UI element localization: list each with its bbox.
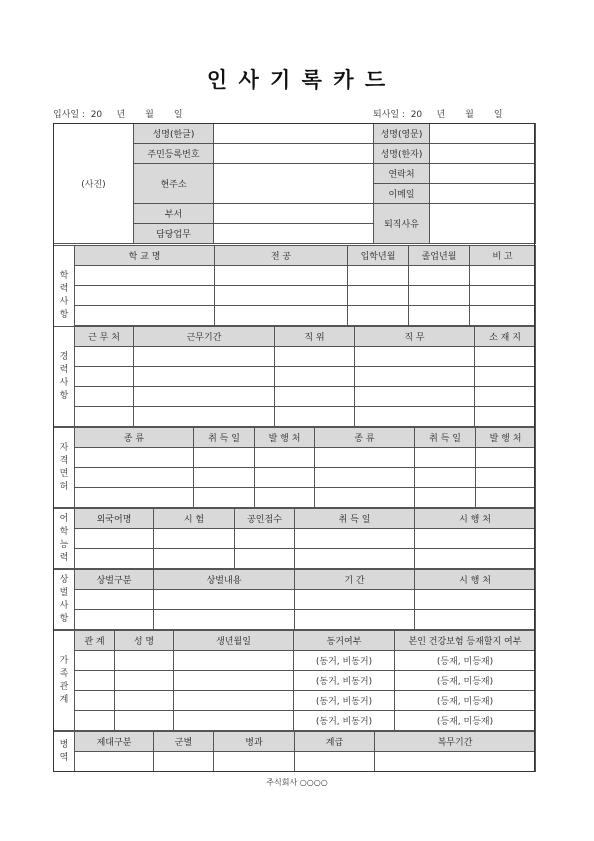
license-table	[53, 427, 536, 508]
military-cell[interactable]	[154, 752, 214, 772]
language-header: 시 행 처	[415, 509, 536, 529]
language-header: 공인점수	[235, 509, 295, 529]
language-side-label: 어 학 능 력	[54, 509, 75, 569]
family-header: 본인 건강보험 등재할지 여부	[395, 631, 536, 651]
education-header: 비 고	[470, 246, 536, 266]
awards-cell[interactable]	[415, 590, 536, 610]
field-duty[interactable]	[214, 224, 374, 244]
label-name-en: 성명(영문)	[374, 124, 430, 144]
awards-header: 상벌구분	[75, 570, 154, 590]
license-cell[interactable]	[194, 448, 255, 468]
page-title: 인 사 기 록 카 드	[206, 68, 388, 92]
education-cell[interactable]	[409, 266, 470, 286]
field-address[interactable]	[214, 164, 374, 204]
education-cell[interactable]	[348, 266, 409, 286]
label-address: 현주소	[134, 164, 214, 204]
field-name-en[interactable]	[430, 124, 536, 144]
cohabitation-option[interactable]: (동거, 비동거)	[294, 671, 395, 691]
license-header: 발 행 처	[255, 428, 315, 448]
awards-cell[interactable]	[415, 610, 536, 630]
language-header: 시 험	[154, 509, 235, 529]
career-row	[54, 367, 536, 387]
education-cell[interactable]	[75, 266, 215, 286]
field-contact[interactable]	[430, 164, 536, 184]
family-header: 성 명	[115, 631, 174, 651]
career-cell[interactable]	[275, 407, 355, 427]
awards-row	[54, 590, 536, 610]
family-cell[interactable]	[174, 671, 294, 691]
license-cell[interactable]	[75, 468, 194, 488]
military-cell[interactable]	[75, 752, 154, 772]
education-cell[interactable]	[215, 266, 348, 286]
language-cell[interactable]	[75, 529, 154, 549]
license-header: 취 득 일	[194, 428, 255, 448]
language-header: 외국어명	[75, 509, 154, 529]
career-cell[interactable]	[134, 367, 275, 387]
career-cell[interactable]	[355, 407, 475, 427]
career-row	[54, 347, 536, 367]
awards-cell[interactable]	[75, 590, 154, 610]
education-row	[54, 266, 536, 286]
cohabitation-option[interactable]: (동거, 비동거)	[294, 651, 395, 671]
awards-header: 상벌내용	[154, 570, 295, 590]
license-cell[interactable]	[315, 488, 415, 508]
language-row	[54, 529, 536, 549]
career-cell[interactable]	[134, 387, 275, 407]
field-resident-no[interactable]	[214, 144, 374, 164]
awards-header: 기 간	[295, 570, 415, 590]
career-cell[interactable]	[275, 367, 355, 387]
military-header: 군별	[154, 732, 214, 752]
awards-cell[interactable]	[154, 610, 295, 630]
license-header: 발 행 처	[476, 428, 536, 448]
family-cell[interactable]	[174, 651, 294, 671]
license-cell[interactable]	[315, 468, 415, 488]
family-row	[54, 711, 536, 731]
education-row	[54, 306, 536, 326]
field-dept[interactable]	[214, 204, 374, 224]
hire-date: 입사일 : 20 년 월 일	[53, 110, 183, 120]
license-row	[54, 468, 536, 488]
education-cell[interactable]	[215, 306, 348, 326]
career-side-label: 경 력 사 항	[54, 327, 75, 427]
career-header: 근무기간	[134, 327, 275, 347]
career-cell[interactable]	[475, 367, 536, 387]
family-row	[54, 691, 536, 711]
label-name-kr: 성명(한글)	[134, 124, 214, 144]
career-cell[interactable]	[134, 407, 275, 427]
field-leave-reason[interactable]	[430, 204, 536, 244]
military-table	[53, 731, 536, 772]
license-cell[interactable]	[415, 468, 476, 488]
career-cell[interactable]	[75, 367, 134, 387]
family-row	[54, 671, 536, 691]
military-header: 계급	[295, 732, 375, 752]
education-header: 입학년월	[348, 246, 409, 266]
leave-date: 퇴사일 : 20 년 월 일	[373, 110, 503, 120]
family-cell[interactable]	[75, 651, 115, 671]
awards-table	[53, 569, 536, 630]
career-table	[53, 326, 536, 427]
language-cell[interactable]	[415, 549, 536, 569]
family-header: 동거여부	[294, 631, 395, 651]
language-cell[interactable]	[295, 549, 415, 569]
career-cell[interactable]	[275, 347, 355, 367]
language-table	[53, 508, 536, 569]
career-cell[interactable]	[75, 347, 134, 367]
license-header: 종 류	[75, 428, 194, 448]
license-cell[interactable]	[75, 448, 194, 468]
license-cell[interactable]	[315, 448, 415, 468]
education-header: 학 교 명	[75, 246, 215, 266]
language-cell[interactable]	[154, 549, 235, 569]
career-cell[interactable]	[355, 367, 475, 387]
education-cell[interactable]	[470, 286, 536, 306]
family-cell[interactable]	[75, 711, 115, 731]
awards-cell[interactable]	[295, 590, 415, 610]
military-cell[interactable]	[375, 752, 536, 772]
family-cell[interactable]	[75, 671, 115, 691]
education-cell[interactable]	[348, 286, 409, 306]
photo-area[interactable]: (사진)	[54, 124, 134, 244]
military-side-label: 병 역	[54, 732, 75, 772]
family-cell[interactable]	[174, 691, 294, 711]
personal-info-table	[53, 123, 536, 244]
label-resident-no: 주민등록번호	[134, 144, 214, 164]
family-cell[interactable]	[115, 711, 174, 731]
license-cell[interactable]	[194, 468, 255, 488]
license-cell[interactable]	[255, 448, 315, 468]
license-side-label: 자 격 면 허	[54, 428, 75, 508]
language-cell[interactable]	[154, 529, 235, 549]
awards-cell[interactable]	[154, 590, 295, 610]
awards-cell[interactable]	[75, 610, 154, 630]
career-row	[54, 387, 536, 407]
career-cell[interactable]	[75, 407, 134, 427]
family-side-label: 가 족 관 계	[54, 631, 75, 731]
education-header: 졸업년월	[409, 246, 470, 266]
family-cell[interactable]	[115, 651, 174, 671]
family-header: 생년월일	[174, 631, 294, 651]
label-dept: 부서	[134, 204, 214, 224]
insurance-option[interactable]: (등재, 미등재)	[395, 711, 536, 731]
language-cell[interactable]	[295, 529, 415, 549]
career-cell[interactable]	[355, 347, 475, 367]
family-cell[interactable]	[115, 671, 174, 691]
military-row	[54, 752, 536, 772]
language-cell[interactable]	[415, 529, 536, 549]
license-row	[54, 448, 536, 468]
license-cell[interactable]	[476, 448, 536, 468]
field-name-kr[interactable]	[214, 124, 374, 144]
insurance-option[interactable]: (등재, 미등재)	[395, 671, 536, 691]
awards-row	[54, 610, 536, 630]
awards-header: 시 행 처	[415, 570, 536, 590]
education-cell[interactable]	[348, 306, 409, 326]
family-header: 관 계	[75, 631, 115, 651]
license-cell[interactable]	[255, 468, 315, 488]
license-cell[interactable]	[415, 488, 476, 508]
career-header: 직 무	[355, 327, 475, 347]
language-header: 취 득 일	[295, 509, 415, 529]
career-header: 직 위	[275, 327, 355, 347]
license-row	[54, 488, 536, 508]
insurance-option[interactable]: (등재, 미등재)	[395, 651, 536, 671]
awards-cell[interactable]	[295, 610, 415, 630]
career-cell[interactable]	[475, 347, 536, 367]
education-cell[interactable]	[409, 286, 470, 306]
license-cell[interactable]	[194, 488, 255, 508]
cohabitation-option[interactable]: (동거, 비동거)	[294, 711, 395, 731]
career-cell[interactable]	[475, 407, 536, 427]
career-cell[interactable]	[475, 387, 536, 407]
family-table	[53, 630, 536, 731]
education-cell[interactable]	[75, 286, 215, 306]
license-cell[interactable]	[476, 468, 536, 488]
label-contact: 연락처	[374, 164, 430, 184]
education-cell[interactable]	[470, 266, 536, 286]
family-cell[interactable]	[75, 691, 115, 711]
language-cell[interactable]	[235, 549, 295, 569]
education-row	[54, 286, 536, 306]
language-cell[interactable]	[75, 549, 154, 569]
insurance-option[interactable]: (등재, 미등재)	[395, 691, 536, 711]
family-row	[54, 651, 536, 671]
career-cell[interactable]	[134, 347, 275, 367]
license-cell[interactable]	[255, 488, 315, 508]
field-name-hanja[interactable]	[430, 144, 536, 164]
military-header: 제대구분	[75, 732, 154, 752]
cohabitation-option[interactable]: (동거, 비동거)	[294, 691, 395, 711]
career-header: 소 재 지	[475, 327, 536, 347]
license-header: 취 득 일	[415, 428, 476, 448]
company-footer: 주식회사 ○○○○	[266, 778, 328, 787]
military-cell[interactable]	[295, 752, 375, 772]
education-cell[interactable]	[470, 306, 536, 326]
language-row	[54, 549, 536, 569]
label-duty: 담당업무	[134, 224, 214, 244]
language-cell[interactable]	[235, 529, 295, 549]
career-cell[interactable]	[355, 387, 475, 407]
label-leave-reason: 퇴직사유	[374, 204, 430, 244]
career-row	[54, 407, 536, 427]
label-name-hanja: 성명(한자)	[374, 144, 430, 164]
education-header: 전 공	[215, 246, 348, 266]
career-cell[interactable]	[275, 387, 355, 407]
awards-side-label: 상 벌 사 항	[54, 570, 75, 630]
field-email[interactable]	[430, 184, 536, 204]
family-cell[interactable]	[174, 711, 294, 731]
career-header: 근 무 처	[75, 327, 134, 347]
family-cell[interactable]	[115, 691, 174, 711]
education-cell[interactable]	[75, 306, 215, 326]
military-header: 복무기간	[375, 732, 536, 752]
license-header: 종 류	[315, 428, 415, 448]
education-cell[interactable]	[409, 306, 470, 326]
license-cell[interactable]	[476, 488, 536, 508]
label-email: 이메일	[374, 184, 430, 204]
career-cell[interactable]	[75, 387, 134, 407]
license-cell[interactable]	[415, 448, 476, 468]
military-header: 병과	[214, 732, 295, 752]
license-cell[interactable]	[75, 488, 194, 508]
education-cell[interactable]	[215, 286, 348, 306]
military-cell[interactable]	[214, 752, 295, 772]
education-side-label: 학 력 사 항	[54, 246, 75, 346]
